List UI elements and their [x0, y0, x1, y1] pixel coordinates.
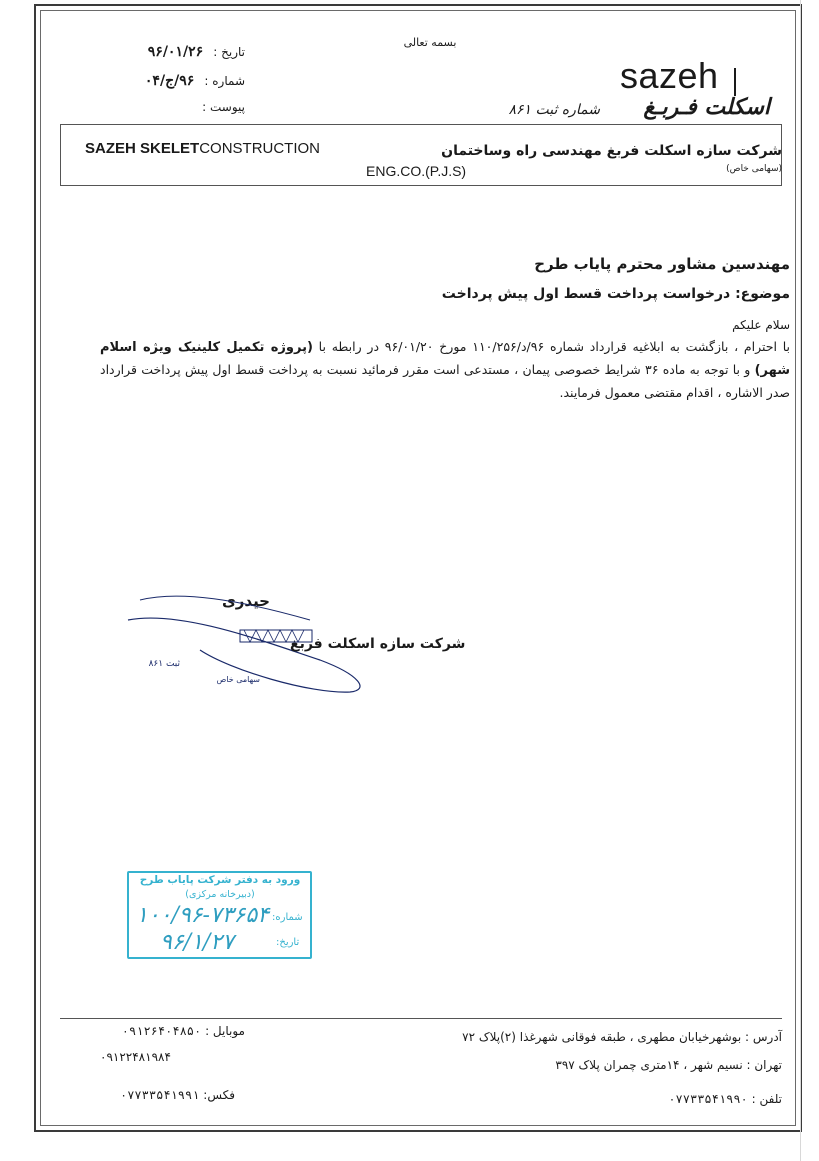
- mobile-1: ۰۹۱۲۶۴۰۴۸۵۰: [121, 1024, 202, 1038]
- seal-text: شرکت سازه اسکلت فربغ: [290, 636, 466, 652]
- company-name-en-line2: ENG.CO.(P.J.S): [366, 163, 467, 179]
- body-line-1: با احترام ، بازگشت به ابلاغیه قرارداد شماره ۹۶/د/۱۱۰/۲۵۶ مورخ ۹۶/۰۱/۲۰ در رابطه با: [318, 339, 790, 354]
- fax-value: ۰۷۷۳۳۵۴۱۹۹۱: [119, 1088, 200, 1102]
- company-name-fa: [432, 143, 782, 175]
- logo-bar: [734, 68, 736, 96]
- phone-label: تلفن :: [751, 1092, 782, 1106]
- address-tehran: تهران : نسیم شهر ، ۱۴متری چمران پلاک ۳۹۷: [555, 1058, 782, 1072]
- fax-row: [100, 1088, 235, 1102]
- company-name-fa-suffix: (سهامی خاص): [726, 164, 782, 174]
- mobile-row: [100, 1024, 245, 1038]
- letter-body: [100, 336, 790, 404]
- address-bushehr: آدرس : بوشهرخیابان مطهری ، طبقه فوقانی شهرغذا (۲)پلاک ۷۲: [462, 1030, 782, 1044]
- company-name-en: [85, 140, 320, 157]
- date-value: ۹۶/۰۱/۲۶: [147, 44, 204, 60]
- fax-label: فکس:: [203, 1088, 235, 1102]
- body-line-3: پیش پرداخت قرارداد صدر الاشاره ، اقدام مقتضی معمول فرمایند.: [100, 362, 790, 400]
- company-name-en-rest: CONSTRUCTION: [199, 140, 321, 157]
- mobile-label: موبایل :: [205, 1024, 245, 1038]
- footer-divider: [60, 1018, 782, 1019]
- attachment-label: پیوست :: [202, 100, 245, 114]
- number-label: شماره :: [204, 74, 245, 88]
- signatory-name: حیدری: [222, 592, 270, 610]
- stamp-title: ورود به دفتر شرکت پایاب طرح: [139, 874, 301, 886]
- project-name: (پروژه تکمیل کلینیک ویژه اسلام شهر): [100, 340, 790, 378]
- mobile-2: ۰۹۱۲۲۴۸۱۹۸۴: [100, 1050, 171, 1064]
- stamp-date-value: ۹۶/۱/۲۷: [160, 930, 234, 955]
- scan-edge: [800, 0, 817, 1161]
- stamp-date-label: تاریخ:: [276, 937, 300, 948]
- stamp-number-label: شماره:: [272, 912, 303, 923]
- logo-persian: اسکلت فـربـغ: [643, 95, 770, 120]
- attachment-row: [95, 100, 245, 115]
- registration-number: شماره ثبت ۸۶۱: [508, 102, 600, 118]
- logo-latin: sazeh: [620, 55, 719, 96]
- greeting: سلام علیکم: [732, 318, 790, 332]
- subject: موضوع: درخواست پرداخت قسط اول پیش پرداخت: [441, 286, 790, 302]
- date-label: تاریخ :: [213, 45, 245, 59]
- phone-value: ۰۷۷۳۳۵۴۱۹۹۰: [668, 1092, 748, 1106]
- company-seal: [120, 590, 466, 700]
- seal-type: سهامی خاص: [216, 675, 260, 684]
- stamp-number-value: ۱۰۰/۹۶-۷۳۶۵۴: [136, 903, 270, 928]
- company-name-en-bold: SAZEH SKELET: [85, 140, 200, 157]
- recipient: مهندسین مشاور محترم پایاب طرح: [534, 255, 790, 273]
- stamp-subtitle: (دبیرخانه مرکزی): [185, 889, 255, 900]
- number-row: [95, 73, 245, 89]
- bismillah: بسمه تعالی: [403, 36, 457, 49]
- number-value: ۹۶/ج/۰۴: [144, 73, 195, 89]
- date-row: [95, 44, 245, 60]
- phone-row: [590, 1092, 782, 1106]
- company-name-fa-main: شرکت سازه اسکلت فربغ مهندسی راه وساختمان: [441, 143, 782, 159]
- body-line-2: و با توجه به ماده ۳۶ شرایط خصوصی پیمان ، مستدعی است مقرر فرمائید نسبت به پرداخت قسط اول: [212, 362, 751, 377]
- seal-reg: ثبت ۸۶۱: [148, 659, 180, 669]
